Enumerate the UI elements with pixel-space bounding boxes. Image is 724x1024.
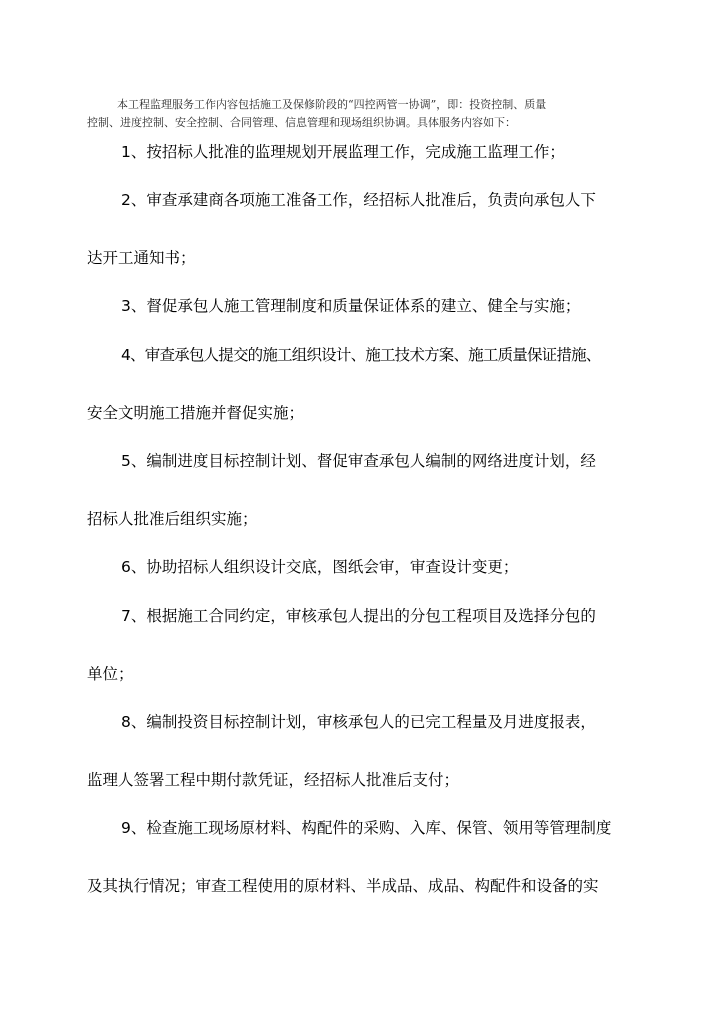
service-item-4-continued: 安全文明施工措施并督促实施；	[87, 404, 305, 422]
intro-paragraph	[87, 96, 647, 132]
service-item-9: 9、检查施工现场原材料、构配件的采购、入库、保管、领用等管理制度	[121, 819, 612, 837]
service-item-9-continued: 及其执行情况；审查工程使用的原材料、半成品、成品、构配件和设备的实	[87, 877, 599, 895]
service-item-6: 6、协助招标人组织设计交底，图纸会审，审查设计变更；	[121, 558, 519, 576]
intro-line	[87, 96, 647, 114]
service-item-5: 5、编制进度目标控制计划、督促审查承包人编制的网络进度计划，经	[121, 452, 596, 470]
service-item-4: 4、审查承包人提交的施工组织设计、施工技术方案、施工质量保证措施、	[121, 346, 601, 364]
intro-line-text: 控制、进度控制、安全控制、合同管理、信息管理和现场组织协调。具体服务内容如下：	[87, 116, 516, 129]
service-item-8: 8、编制投资目标控制计划，审核承包人的已完工程量及月进度报表，	[121, 713, 596, 731]
service-item-5-continued: 招标人批准后组织实施；	[87, 510, 258, 528]
service-item-7: 7、根据施工合同约定，审核承包人提出的分包工程项目及选择分包的	[121, 607, 596, 625]
intro-line	[87, 114, 647, 132]
intro-line-text: 本工程监理服务工作内容包括施工及保修阶段的“四控两管一协调”，即：投资控制、质量	[117, 98, 547, 111]
service-item-1: 1、按招标人批准的监理规划开展监理工作，完成施工监理工作；	[121, 143, 565, 161]
service-item-2-continued: 达开工通知书；	[87, 249, 196, 267]
service-item-7-continued: 单位；	[87, 665, 134, 683]
service-item-3: 3、督促承包人施工管理制度和质量保证体系的建立、健全与实施；	[121, 297, 581, 315]
service-item-2: 2、审查承建商各项施工准备工作，经招标人批准后，负责向承包人下	[121, 191, 596, 209]
service-item-8-continued: 监理人签署工程中期付款凭证，经招标人批准后支付；	[87, 771, 460, 789]
